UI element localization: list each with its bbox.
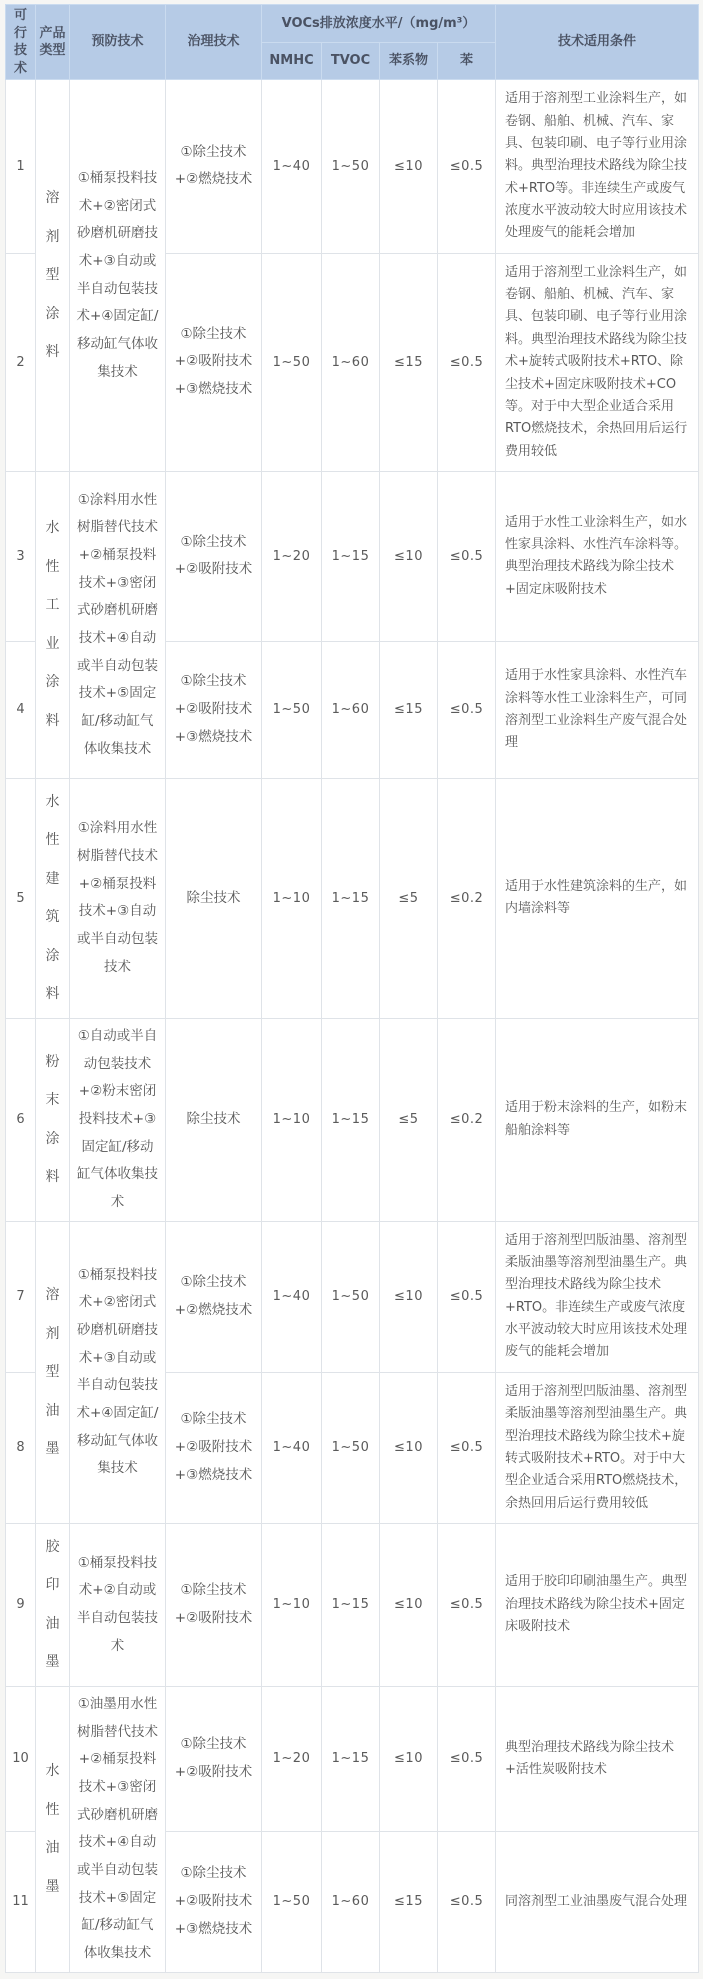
benzene-value: ≤0.5 xyxy=(438,1221,496,1372)
benzene-series-value: ≤10 xyxy=(380,1372,438,1523)
table-row xyxy=(6,1221,699,1372)
header-prevention-tech: 预防技术 xyxy=(70,5,166,80)
header-conditions: 技术适用条件 xyxy=(496,5,699,80)
nmhc-value: 1~10 xyxy=(262,1018,322,1221)
product-type-cell: 水性油墨 xyxy=(36,1686,70,1972)
vocs-feasible-technology-table xyxy=(5,4,699,1973)
tvoc-value: 1~60 xyxy=(322,641,380,778)
table-row xyxy=(6,1686,699,1831)
benzene-value: ≤0.5 xyxy=(438,1831,496,1972)
nmhc-value: 1~50 xyxy=(262,641,322,778)
treatment-tech-cell: ①除尘技术+②燃烧技术 xyxy=(166,1221,262,1372)
treatment-tech-cell: ①除尘技术+②吸附技术+③燃烧技术 xyxy=(166,641,262,778)
table-row xyxy=(6,1523,699,1686)
benzene-value: ≤0.5 xyxy=(438,1372,496,1523)
row-number: 4 xyxy=(6,641,36,778)
benzene-value: ≤0.5 xyxy=(438,471,496,641)
prevention-tech-cell: ①油墨用水性树脂替代技术+②桶泵投料技术+③密闭式砂磨机研磨技术+④自动或半自动包装技术+⑤固定缸/移动缸气体收集技术 xyxy=(70,1686,166,1972)
prevention-tech-cell: ①桶泵投料技术+②密闭式砂磨机研磨技术+③自动或半自动包装技术+④固定缸/移动缸气体收集技术 xyxy=(70,80,166,472)
benzene-series-value: ≤10 xyxy=(380,1686,438,1831)
benzene-series-value: ≤10 xyxy=(380,1221,438,1372)
row-number: 2 xyxy=(6,253,36,471)
row-number: 8 xyxy=(6,1372,36,1523)
benzene-value: ≤0.5 xyxy=(438,641,496,778)
row-number: 5 xyxy=(6,778,36,1018)
nmhc-value: 1~40 xyxy=(262,1372,322,1523)
header-product-type: 产品类型 xyxy=(36,5,70,80)
tvoc-value: 1~15 xyxy=(322,778,380,1018)
product-type-cell: 水性工业涂料 xyxy=(36,471,70,778)
nmhc-value: 1~10 xyxy=(262,1523,322,1686)
benzene-value: ≤0.2 xyxy=(438,1018,496,1221)
benzene-series-value: ≤10 xyxy=(380,471,438,641)
nmhc-value: 1~40 xyxy=(262,80,322,254)
product-type-cell: 溶剂型油墨 xyxy=(36,1221,70,1523)
header-feasible-tech: 可行技术 xyxy=(6,5,36,80)
tvoc-value: 1~15 xyxy=(322,1523,380,1686)
benzene-series-value: ≤15 xyxy=(380,1831,438,1972)
tvoc-value: 1~50 xyxy=(322,80,380,254)
benzene-series-value: ≤15 xyxy=(380,253,438,471)
row-number: 1 xyxy=(6,80,36,254)
treatment-tech-cell: ①除尘技术+②燃烧技术 xyxy=(166,80,262,254)
row-number: 7 xyxy=(6,1221,36,1372)
tvoc-value: 1~60 xyxy=(322,253,380,471)
benzene-series-value: ≤10 xyxy=(380,80,438,254)
conditions-cell: 适用于溶剂型凹版油墨、溶剂型柔版油墨等溶剂型油墨生产。典型治理技术路线为除尘技术+RTO。非连续生产或废气浓度水平波动较大时应用该技术处理废气的能耗会增加 xyxy=(496,1221,699,1372)
table-row xyxy=(6,80,699,254)
nmhc-value: 1~10 xyxy=(262,778,322,1018)
prevention-tech-cell: ①涂料用水性树脂替代技术+②桶泵投料技术+③密闭式砂磨机研磨技术+④自动或半自动包装技术+⑤固定缸/移动缸气体收集技术 xyxy=(70,471,166,778)
row-number: 10 xyxy=(6,1686,36,1831)
treatment-tech-cell: ①除尘技术+②吸附技术+③燃烧技术 xyxy=(166,1831,262,1972)
prevention-tech-cell: ①涂料用水性树脂替代技术+②桶泵投料技术+③自动或半自动包装技术 xyxy=(70,778,166,1018)
nmhc-value: 1~50 xyxy=(262,1831,322,1972)
product-type-cell: 水性建筑涂料 xyxy=(36,778,70,1018)
conditions-cell: 适用于粉末涂料的生产，如粉末船舶涂料等 xyxy=(496,1018,699,1221)
row-number: 6 xyxy=(6,1018,36,1221)
treatment-tech-cell: 除尘技术 xyxy=(166,1018,262,1221)
treatment-tech-cell: ①除尘技术+②吸附技术+③燃烧技术 xyxy=(166,253,262,471)
nmhc-value: 1~20 xyxy=(262,1686,322,1831)
treatment-tech-cell: ①除尘技术+②吸附技术+③燃烧技术 xyxy=(166,1372,262,1523)
treatment-tech-cell: ①除尘技术+②吸附技术 xyxy=(166,471,262,641)
conditions-cell: 适用于水性工业涂料生产，如水性家具涂料、水性汽车涂料等。典型治理技术路线为除尘技术+固定床吸附技术 xyxy=(496,471,699,641)
header-benzene: 苯 xyxy=(438,42,496,80)
table-header xyxy=(6,5,699,80)
prevention-tech-cell: ①桶泵投料技术+②自动或半自动包装技术 xyxy=(70,1523,166,1686)
treatment-tech-cell: ①除尘技术+②吸附技术 xyxy=(166,1686,262,1831)
benzene-series-value: ≤5 xyxy=(380,778,438,1018)
tvoc-value: 1~15 xyxy=(322,1018,380,1221)
benzene-series-value: ≤10 xyxy=(380,1523,438,1686)
header-treatment-tech: 治理技术 xyxy=(166,5,262,80)
tvoc-value: 1~15 xyxy=(322,471,380,641)
conditions-cell: 适用于溶剂型工业涂料生产，如卷钢、船舶、机械、汽车、家具、包装印刷、电子等行业用涂料。典型治理技术路线为除尘技术+RTO等。非连续生产或废气浓度水平波动较大时应用该技术处理废气的能耗会增加 xyxy=(496,80,699,254)
treatment-tech-cell: 除尘技术 xyxy=(166,778,262,1018)
prevention-tech-cell: ①桶泵投料技术+②密闭式砂磨机研磨技术+③自动或半自动包装技术+④固定缸/移动缸气体收集技术 xyxy=(70,1221,166,1523)
benzene-value: ≤0.5 xyxy=(438,1523,496,1686)
benzene-value: ≤0.5 xyxy=(438,253,496,471)
conditions-cell: 适用于溶剂型凹版油墨、溶剂型柔版油墨等溶剂型油墨生产。典型治理技术路线为除尘技术+旋转式吸附技术+RTO。对于中大型企业适合采用RTO燃烧技术，余热回用后运行费用较低 xyxy=(496,1372,699,1523)
benzene-value: ≤0.2 xyxy=(438,778,496,1018)
nmhc-value: 1~20 xyxy=(262,471,322,641)
header-benzene-series: 苯系物 xyxy=(380,42,438,80)
row-number: 11 xyxy=(6,1831,36,1972)
tvoc-value: 1~50 xyxy=(322,1221,380,1372)
header-vocs-group: VOCs排放浓度水平/（mg/m³） xyxy=(262,5,496,43)
header-nmhc: NMHC xyxy=(262,42,322,80)
nmhc-value: 1~40 xyxy=(262,1221,322,1372)
conditions-cell: 适用于水性家具涂料、水性汽车涂料等水性工业涂料生产，可同溶剂型工业涂料生产废气混合处理 xyxy=(496,641,699,778)
tvoc-value: 1~60 xyxy=(322,1831,380,1972)
product-type-cell: 溶剂型涂料 xyxy=(36,80,70,472)
nmhc-value: 1~50 xyxy=(262,253,322,471)
benzene-series-value: ≤5 xyxy=(380,1018,438,1221)
conditions-cell: 典型治理技术路线为除尘技术+活性炭吸附技术 xyxy=(496,1686,699,1831)
product-type-cell: 胶印油墨 xyxy=(36,1523,70,1686)
row-number: 3 xyxy=(6,471,36,641)
table-row xyxy=(6,1018,699,1221)
treatment-tech-cell: ①除尘技术+②吸附技术 xyxy=(166,1523,262,1686)
conditions-cell: 同溶剂型工业油墨废气混合处理 xyxy=(496,1831,699,1972)
prevention-tech-cell: ①自动或半自动包装技术+②粉末密闭投料技术+③固定缸/移动缸气体收集技术 xyxy=(70,1018,166,1221)
table-body xyxy=(6,80,699,1972)
product-type-cell: 粉末涂料 xyxy=(36,1018,70,1221)
table-row xyxy=(6,778,699,1018)
conditions-cell: 适用于胶印印刷油墨生产。典型治理技术路线为除尘技术+固定床吸附技术 xyxy=(496,1523,699,1686)
conditions-cell: 适用于溶剂型工业涂料生产，如卷钢、船舶、机械、汽车、家具、包装印刷、电子等行业用涂料。典型治理技术路线为除尘技术+旋转式吸附技术+RTO、除尘技术+固定床吸附技术+CO等。对于中大型企业适合采用RTO燃烧技术，余热回用后运行费用较低 xyxy=(496,253,699,471)
header-tvoc: TVOC xyxy=(322,42,380,80)
benzene-value: ≤0.5 xyxy=(438,1686,496,1831)
tvoc-value: 1~50 xyxy=(322,1372,380,1523)
benzene-value: ≤0.5 xyxy=(438,80,496,254)
conditions-cell: 适用于水性建筑涂料的生产，如内墙涂料等 xyxy=(496,778,699,1018)
table-row xyxy=(6,471,699,641)
row-number: 9 xyxy=(6,1523,36,1686)
tvoc-value: 1~15 xyxy=(322,1686,380,1831)
benzene-series-value: ≤15 xyxy=(380,641,438,778)
